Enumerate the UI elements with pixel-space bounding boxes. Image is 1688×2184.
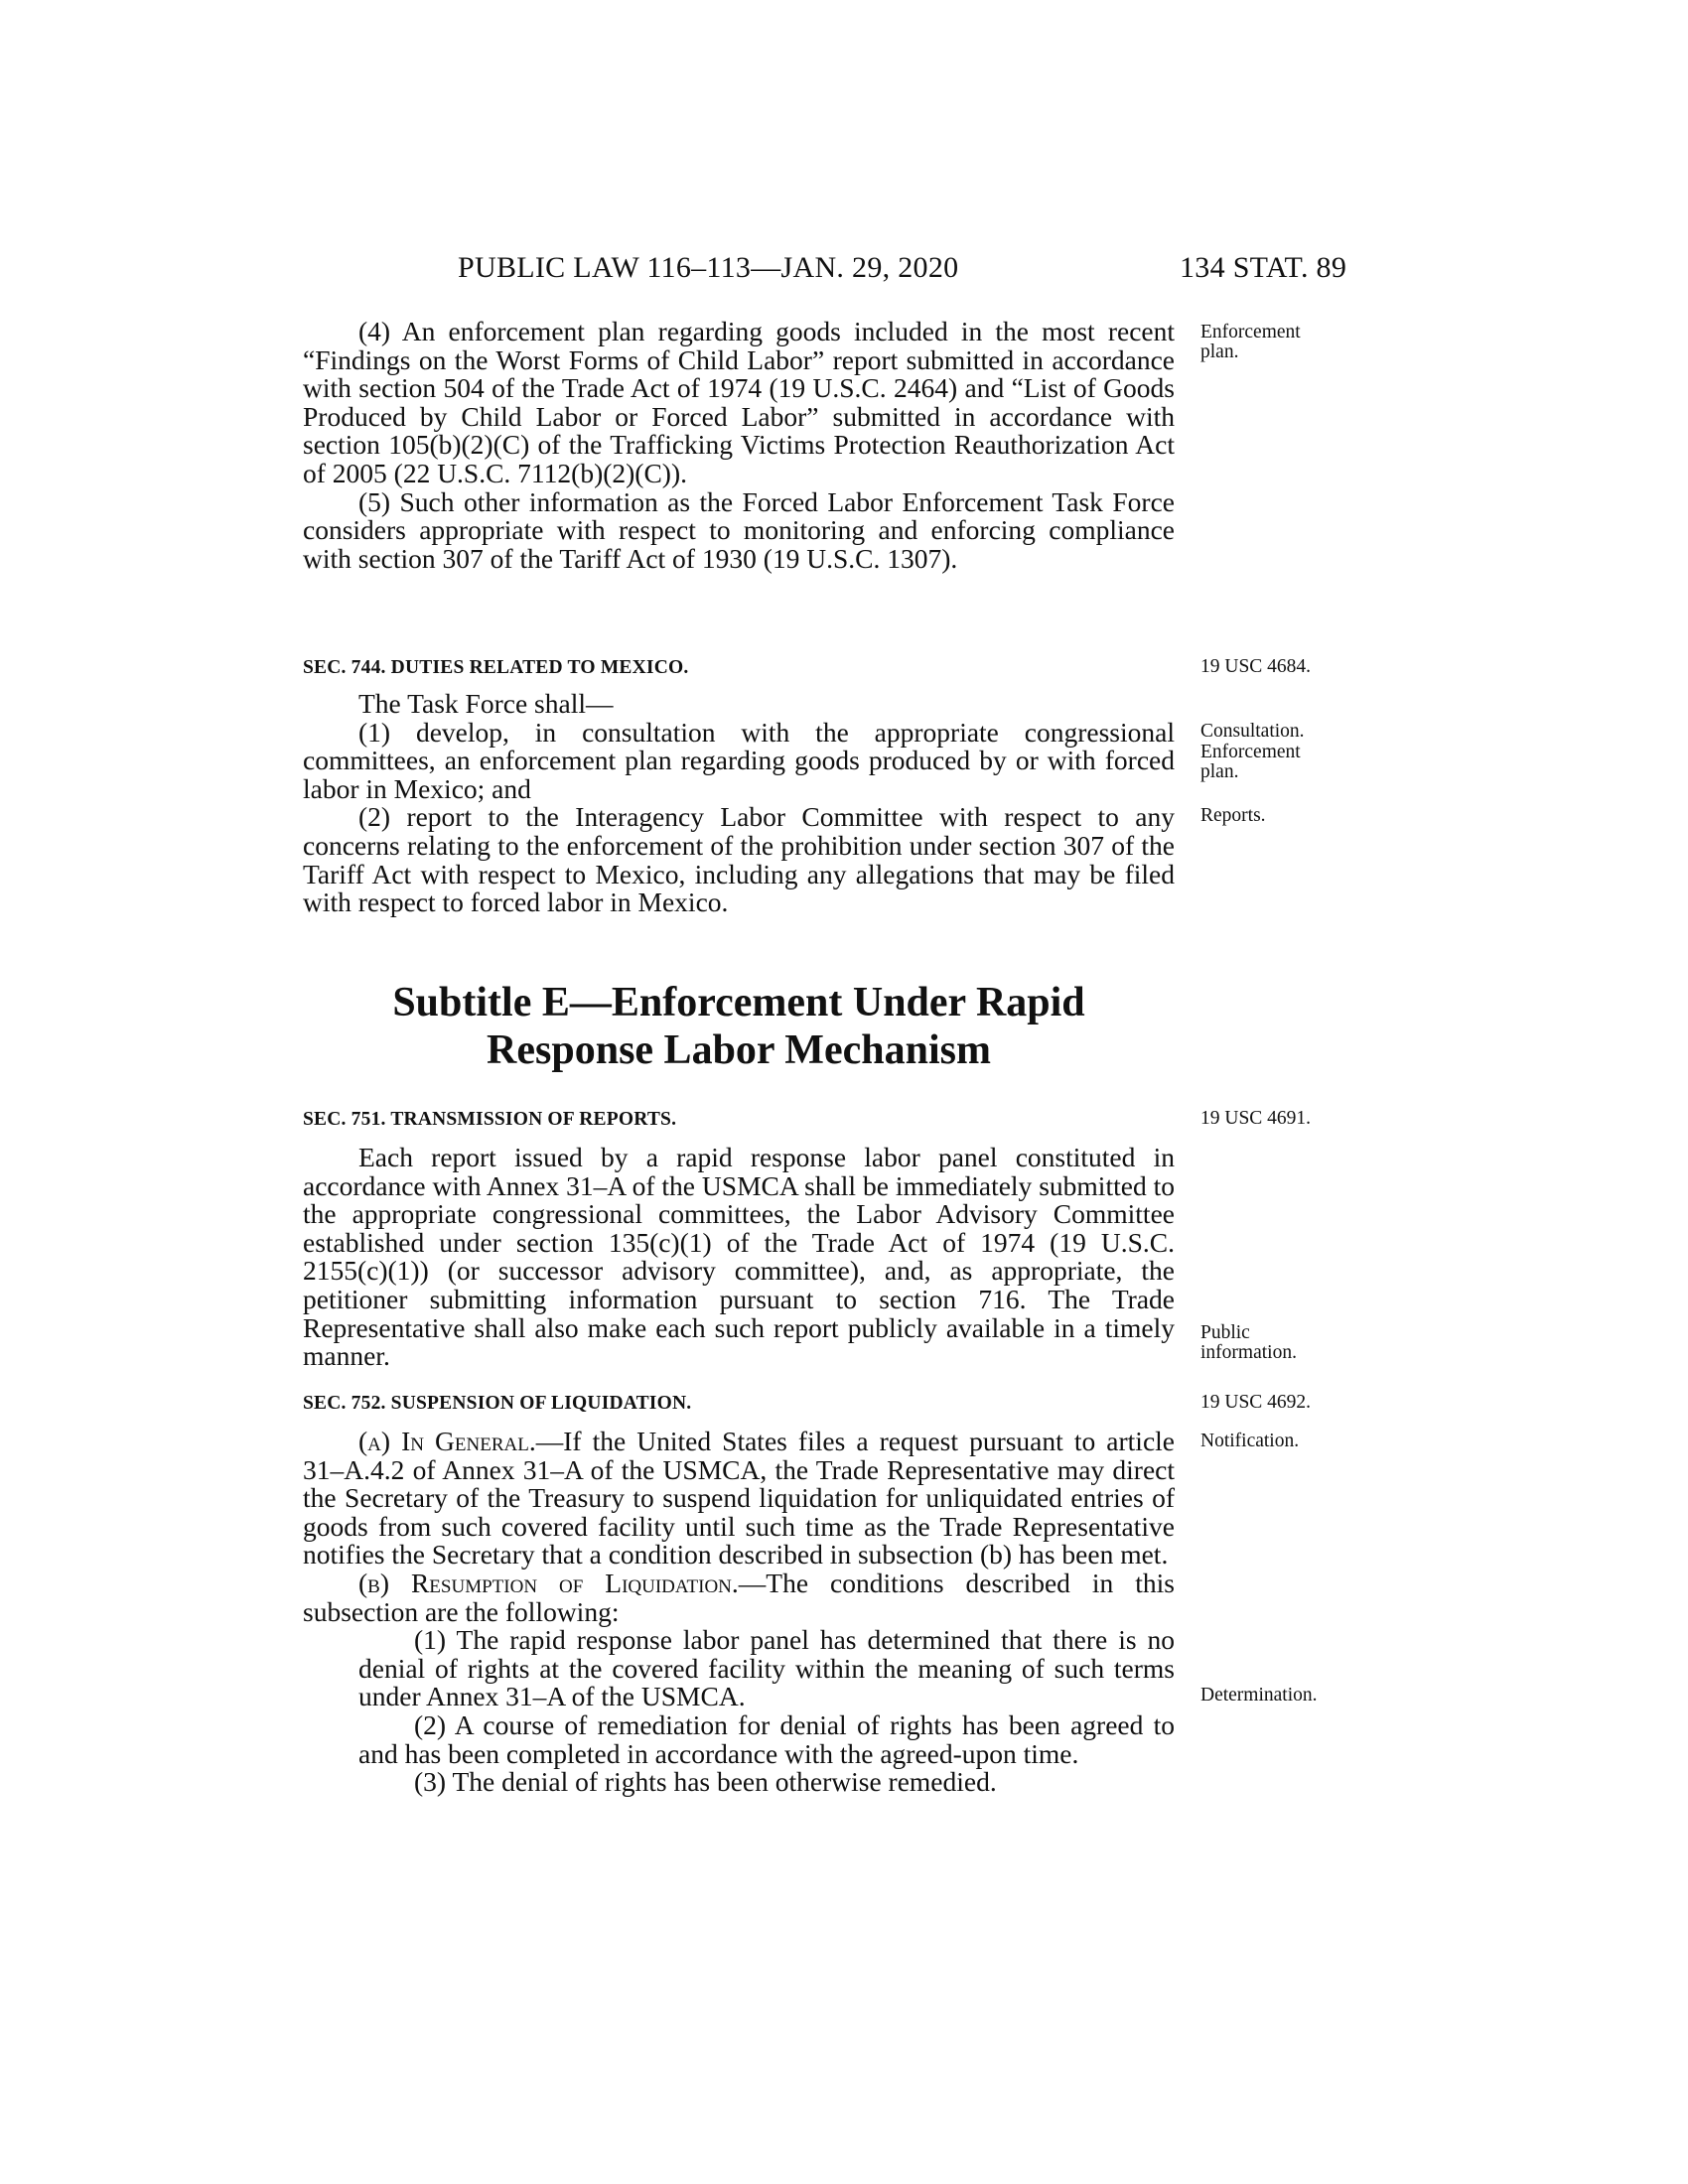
- sidenote-reports: Reports.: [1200, 805, 1266, 826]
- sec-744-heading: SEC. 744. DUTIES RELATED TO MEXICO.: [303, 657, 689, 678]
- sidenote-line: Public: [1200, 1322, 1250, 1343]
- sidenote-enforcement-plan-1: [1200, 323, 1301, 362]
- subtitle-line-1: Subtitle E—Enforcement Under Rapid: [392, 980, 1085, 1025]
- sec-751-body-block: [303, 1144, 1175, 1371]
- sec-751-body: Each report issued by a rapid response labor panel constituted in accordance with Annex 31–A of the USMCA shall be immediately submitted to the appropriate congressional committees, the Labor Advisory Committee established under section 135(c)(1) of the Trade Act of 1974 (19 U.S.C. 2155(c)(1)) (or successor advisory committee), and, as appropriate, the petitioner submitting information pursuant to section 716. The Trade Representative shall also make each such report publicly available in a timely manner.: [303, 1142, 1175, 1372]
- sidenote-usc-4684: 19 USC 4684.: [1200, 656, 1312, 677]
- sidenote-line: Enforcement: [1200, 742, 1301, 762]
- sec-744-body: [303, 690, 1175, 917]
- sidenote-usc-4692: 19 USC 4692.: [1200, 1392, 1312, 1413]
- sec-744-paragraph-1: (1) develop, in consultation with the appropriate congressional committees, an enforcement plan regarding goods produced by or with forced labor in Mexico; and: [303, 716, 1175, 804]
- sec-752-a-text: —If the United States files a request pursuant to article 31–A.4.2 of Annex 31–A of the USMCA, the Trade Representative may direct the Secretary of the Treasury to suspend liquidation for unliquidated entries of goods from such covered facility until such time as the Trade Representative notifies the Secretary that a condition described in subsection (b) has been met.: [303, 1426, 1175, 1570]
- paragraph-4: (4) An enforcement plan regarding goods included in the most recent “Findings on the Worst Forms of Child Labor” report submitted in accordance with section 504 of the Trade Act of 1974 (19 U.S.C. 2464) and “List of Goods Produced by Child Labor or Forced Labor” submitted in accordance with section 105(b)(2)(C) of the Trafficking Victims Protection Reauthorization Act of 2005 (22 U.S.C. 7112(b)(2)(C)).: [303, 316, 1175, 488]
- sec-751-heading: SEC. 751. TRANSMISSION OF REPORTS.: [303, 1109, 677, 1130]
- sidenote-notification: Notification.: [1200, 1431, 1300, 1451]
- page-number: 134 STAT. 89: [1180, 251, 1347, 284]
- paragraph-5: (5) Such other information as the Forced Labor Enforcement Task Force considers appropriate with respect to monitoring and enforcing compliance with section 307 of the Tariff Act of 1930 (19 U.S.C. 1307).: [303, 485, 1175, 574]
- sidenote-line: plan.: [1200, 761, 1239, 782]
- sec-752-body: [303, 1428, 1175, 1797]
- sidenote-enforcement-plan-2: [1200, 743, 1301, 782]
- running-header-title: PUBLIC LAW 116–113—JAN. 29, 2020: [458, 251, 959, 284]
- sec-752-b-text: —The conditions described in this subsection are the following:: [303, 1567, 1175, 1627]
- sec-752-heading: SEC. 752. SUSPENSION OF LIQUIDATION.: [303, 1393, 692, 1414]
- paragraph-4-5-block: [303, 318, 1175, 573]
- sec-752-b-paragraph-3: (3) The denial of rights has been otherwise remedied.: [414, 1766, 997, 1798]
- sec-744-intro: The Task Force shall—: [358, 688, 614, 719]
- sidenote-line: Enforcement: [1200, 322, 1301, 342]
- subtitle-heading: [303, 979, 1175, 1074]
- sec-752-subsection-b: [303, 1567, 1175, 1627]
- sidenote-line: plan.: [1200, 341, 1239, 362]
- subtitle-line-2: Response Labor Mechanism: [487, 1027, 991, 1073]
- sidenote-consultation: Consultation.: [1200, 721, 1305, 742]
- sec-752-b-paragraph-2: (2) A course of remediation for denial of rights has been agreed to and has been completed in accordance with the agreed-upon time.: [358, 1708, 1175, 1769]
- sidenote-line: information.: [1200, 1342, 1297, 1363]
- sec-752-subsection-a: [303, 1428, 1175, 1570]
- sec-752-b-label: (b) Resumption of Liquidation.: [358, 1567, 739, 1598]
- sidenote-public-information: [1200, 1323, 1297, 1363]
- sec-752-b-paragraph-1: (1) The rapid response labor panel has determined that there is no denial of rights at the covered facility within the meaning of such terms under Annex 31–A of the USMCA.: [358, 1624, 1175, 1712]
- sidenote-determination: Determination.: [1200, 1685, 1318, 1706]
- sec-744-paragraph-2: (2) report to the Interagency Labor Committee with respect to any concerns relating to the enforcement of the prohibition under section 307 of the Tariff Act with respect to Mexico, including any allegations that may be filed with respect to forced labor in Mexico.: [303, 801, 1175, 918]
- sidenote-usc-4691: 19 USC 4691.: [1200, 1108, 1312, 1129]
- sec-752-a-label: (a) In General.: [358, 1426, 536, 1456]
